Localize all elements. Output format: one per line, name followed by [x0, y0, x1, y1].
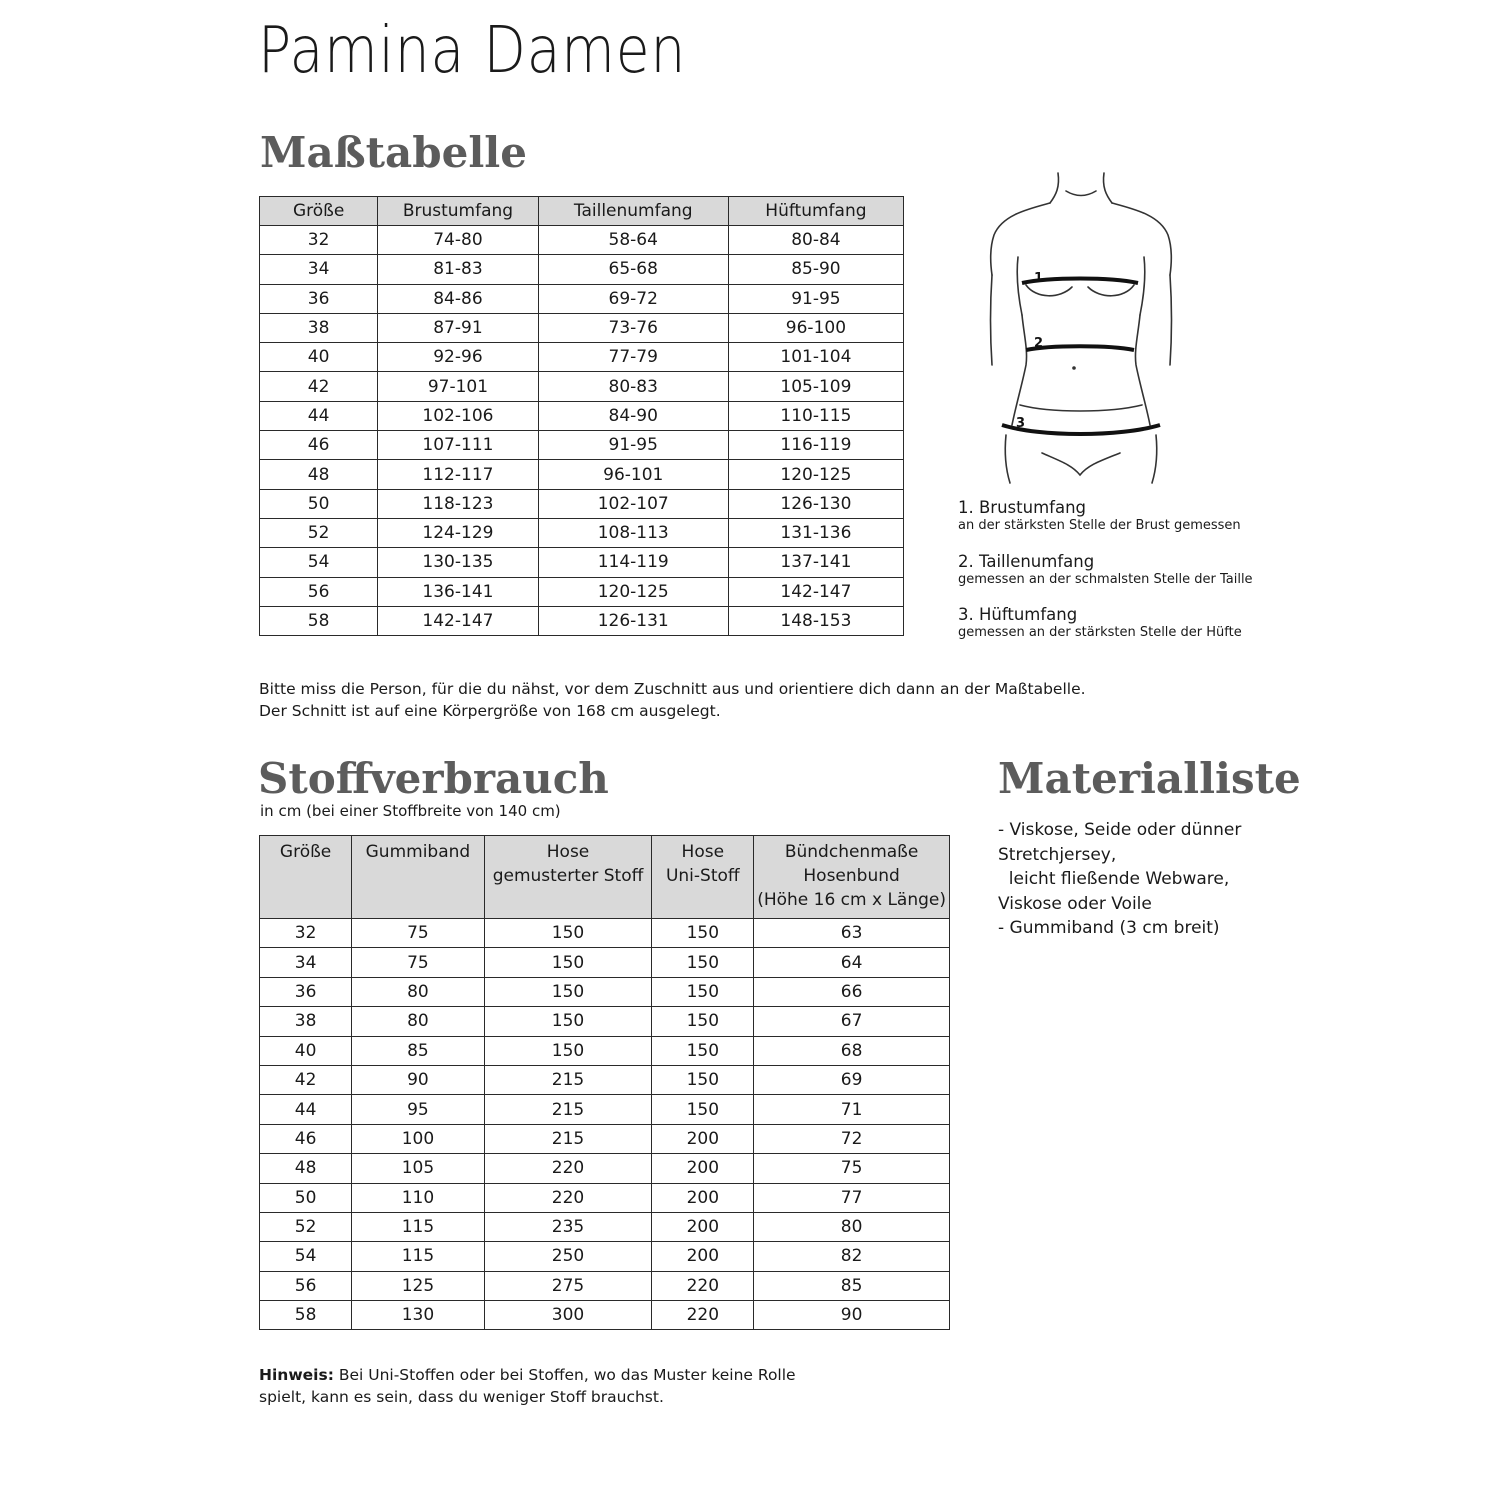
navel-dot [1072, 366, 1076, 370]
table-cell: 215 [484, 1065, 652, 1094]
table-row [260, 1154, 950, 1183]
page-title: Pamina Damen [258, 14, 687, 88]
table-cell: 235 [484, 1212, 652, 1241]
hint-text: Bei Uni-Stoffen oder bei Stoffen, wo das Muster keine Rolle [333, 1366, 796, 1384]
table-cell: 75 [352, 948, 484, 977]
table-cell: 150 [652, 1065, 754, 1094]
table-cell: 44 [260, 1095, 352, 1124]
table-cell: 72 [754, 1124, 950, 1153]
marker-2: 2 [1034, 336, 1044, 351]
table-row [260, 919, 950, 948]
materials-line: Stretchjersey, [998, 844, 1117, 865]
table-cell: 80 [352, 977, 484, 1006]
table-row [260, 284, 904, 313]
table-row [260, 1124, 950, 1153]
size-table-header-cell: Taillenumfang [538, 197, 728, 226]
table-row [260, 401, 904, 430]
header-line: Bündchenmaße [784, 842, 919, 862]
table-cell: 108-113 [538, 518, 728, 547]
note-line: Bitte miss die Person, für die du nähst, vor dem Zuschnitt aus und orientiere dich dann an der Maßtabelle. [259, 680, 1086, 698]
table-cell: 136-141 [378, 577, 538, 606]
table-cell: 38 [260, 1007, 352, 1036]
table-cell: 220 [484, 1154, 652, 1183]
note-line: Der Schnitt ist auf eine Körpergröße von 168 cm ausgelegt. [259, 702, 721, 720]
table-cell: 115 [352, 1242, 484, 1271]
table-cell: 126-131 [538, 606, 728, 635]
fabric-table-header-cell [652, 836, 754, 919]
hint-text-2: spielt, kann es sein, dass du weniger Stoff brauchst. [259, 1388, 664, 1406]
table-cell: 102-107 [538, 489, 728, 518]
table-row [260, 460, 904, 489]
table-cell: 150 [484, 977, 652, 1006]
table-row [260, 1301, 950, 1330]
table-cell: 107-111 [378, 431, 538, 460]
fabric-table [259, 835, 950, 1330]
table-cell: 56 [260, 577, 378, 606]
table-cell: 215 [484, 1095, 652, 1124]
legend-title: 3. Hüftumfang [958, 605, 1078, 624]
table-row [260, 1183, 950, 1212]
table-cell: 66 [754, 977, 950, 1006]
table-cell: 92-96 [378, 343, 538, 372]
table-cell: 38 [260, 313, 378, 342]
table-cell: 150 [484, 919, 652, 948]
table-cell: 85-90 [728, 255, 903, 284]
table-row [260, 977, 950, 1006]
table-row [260, 1095, 950, 1124]
table-row [260, 1212, 950, 1241]
table-row [260, 606, 904, 635]
table-cell: 150 [484, 1036, 652, 1065]
table-cell: 150 [652, 1095, 754, 1124]
table-cell: 40 [260, 343, 378, 372]
table-cell: 80-84 [728, 226, 903, 255]
table-cell: 116-119 [728, 431, 903, 460]
table-cell: 150 [652, 1036, 754, 1065]
table-cell: 42 [260, 372, 378, 401]
table-cell: 250 [484, 1242, 652, 1271]
table-cell: 32 [260, 919, 352, 948]
table-cell: 137-141 [728, 548, 903, 577]
table-cell: 50 [260, 1183, 352, 1212]
table-cell: 115 [352, 1212, 484, 1241]
header-line: (Höhe 16 cm x Länge) [757, 890, 946, 910]
legend-item-waist [958, 552, 1253, 588]
table-cell: 32 [260, 226, 378, 255]
body-measurement-figure [980, 165, 1180, 495]
table-cell: 42 [260, 1065, 352, 1094]
table-cell: 90 [754, 1301, 950, 1330]
table-cell: 85 [352, 1036, 484, 1065]
table-cell: 63 [754, 919, 950, 948]
table-cell: 64 [754, 948, 950, 977]
table-cell: 200 [652, 1242, 754, 1271]
table-cell: 80 [754, 1212, 950, 1241]
materials-line: Viskose oder Voile [998, 893, 1152, 914]
size-table-header-cell: Brustumfang [378, 197, 538, 226]
marker-3: 3 [1016, 416, 1026, 431]
table-cell: 96-100 [728, 313, 903, 342]
table-cell: 105-109 [728, 372, 903, 401]
fabric-table-header-cell [260, 836, 352, 919]
fabric-table-header-row [260, 836, 950, 919]
table-cell: 46 [260, 1124, 352, 1153]
table-cell: 200 [652, 1154, 754, 1183]
table-cell: 48 [260, 1154, 352, 1183]
table-cell: 56 [260, 1271, 352, 1300]
table-row [260, 372, 904, 401]
table-cell: 97-101 [378, 372, 538, 401]
table-cell: 126-130 [728, 489, 903, 518]
table-cell: 200 [652, 1212, 754, 1241]
table-cell: 52 [260, 1212, 352, 1241]
header-line: Größe [279, 842, 332, 862]
table-cell: 74-80 [378, 226, 538, 255]
table-row [260, 1242, 950, 1271]
table-cell: 91-95 [728, 284, 903, 313]
table-cell: 58 [260, 1301, 352, 1330]
table-cell: 34 [260, 255, 378, 284]
legend-item-bust [958, 498, 1241, 534]
size-table [259, 196, 904, 636]
table-cell: 131-136 [728, 518, 903, 547]
table-cell: 40 [260, 1036, 352, 1065]
header-line: Hose [681, 842, 725, 862]
table-cell: 130-135 [378, 548, 538, 577]
table-row [260, 548, 904, 577]
table-row [260, 343, 904, 372]
table-row [260, 431, 904, 460]
table-row [260, 1036, 950, 1065]
table-row [260, 313, 904, 342]
fabric-table-header-cell [484, 836, 652, 919]
table-cell: 81-83 [378, 255, 538, 284]
header-line: Uni-Stoff [665, 866, 740, 886]
legend-desc: an der stärksten Stelle der Brust gemessen [958, 518, 1241, 533]
table-row [260, 489, 904, 518]
table-cell: 200 [652, 1183, 754, 1212]
table-cell: 67 [754, 1007, 950, 1036]
fabric-table-header-cell [352, 836, 484, 919]
table-cell: 142-147 [728, 577, 903, 606]
hip-band [1002, 425, 1160, 434]
legend-item-hip [958, 605, 1242, 641]
fabric-hint [259, 1364, 796, 1408]
table-cell: 101-104 [728, 343, 903, 372]
table-cell: 102-106 [378, 401, 538, 430]
table-cell: 200 [652, 1124, 754, 1153]
table-cell: 105 [352, 1154, 484, 1183]
table-cell: 120-125 [728, 460, 903, 489]
materials-heading: Materialliste [998, 754, 1301, 803]
table-cell: 69-72 [538, 284, 728, 313]
table-cell: 44 [260, 401, 378, 430]
table-cell: 110-115 [728, 401, 903, 430]
table-cell: 150 [652, 977, 754, 1006]
table-cell: 125 [352, 1271, 484, 1300]
table-cell: 54 [260, 548, 378, 577]
table-row [260, 518, 904, 547]
materials-line: - Viskose, Seide oder dünner [998, 820, 1242, 840]
table-cell: 150 [652, 919, 754, 948]
header-line: gemusterter Stoff [492, 866, 644, 886]
table-cell: 80-83 [538, 372, 728, 401]
table-cell: 275 [484, 1271, 652, 1300]
table-cell: 300 [484, 1301, 652, 1330]
table-cell: 36 [260, 284, 378, 313]
table-cell: 80 [352, 1007, 484, 1036]
table-cell: 68 [754, 1036, 950, 1065]
legend-title: 2. Taillenumfang [958, 552, 1095, 571]
fabric-heading: Stoffverbrauch [258, 754, 609, 803]
table-row [260, 1007, 950, 1036]
fabric-table-header-cell [754, 836, 950, 919]
table-cell: 69 [754, 1065, 950, 1094]
table-cell: 50 [260, 489, 378, 518]
table-cell: 58-64 [538, 226, 728, 255]
table-cell: 220 [484, 1183, 652, 1212]
table-cell: 118-123 [378, 489, 538, 518]
table-cell: 46 [260, 431, 378, 460]
table-cell: 124-129 [378, 518, 538, 547]
legend-desc: gemessen an der stärksten Stelle der Hüfte [958, 625, 1242, 640]
fabric-subheading: in cm (bei einer Stoffbreite von 140 cm) [260, 802, 561, 820]
table-cell: 220 [652, 1271, 754, 1300]
table-cell: 73-76 [538, 313, 728, 342]
hint-label: Hinweis: [259, 1366, 334, 1384]
table-cell: 120-125 [538, 577, 728, 606]
table-cell: 85 [754, 1271, 950, 1300]
table-cell: 90 [352, 1065, 484, 1094]
table-cell: 91-95 [538, 431, 728, 460]
table-cell: 110 [352, 1183, 484, 1212]
table-cell: 87-91 [378, 313, 538, 342]
legend-title: 1. Brustumfang [958, 498, 1086, 517]
table-cell: 82 [754, 1242, 950, 1271]
table-cell: 112-117 [378, 460, 538, 489]
table-cell: 114-119 [538, 548, 728, 577]
size-table-note [259, 678, 1086, 722]
table-cell: 58 [260, 606, 378, 635]
table-cell: 215 [484, 1124, 652, 1153]
header-line: Hosenbund [803, 866, 900, 886]
size-table-header-row [260, 197, 904, 226]
table-cell: 75 [754, 1154, 950, 1183]
table-cell: 150 [484, 1007, 652, 1036]
table-cell: 84-90 [538, 401, 728, 430]
table-cell: 150 [484, 948, 652, 977]
table-row [260, 1065, 950, 1094]
table-cell: 77-79 [538, 343, 728, 372]
size-table-heading: Maßtabelle [260, 128, 527, 177]
table-cell: 52 [260, 518, 378, 547]
table-row [260, 577, 904, 606]
materials-line: - Gummiband (3 cm breit) [998, 918, 1220, 938]
materials-line: leicht fließende Webware, [998, 869, 1230, 889]
table-cell: 84-86 [378, 284, 538, 313]
table-cell: 65-68 [538, 255, 728, 284]
legend-desc: gemessen an der schmalsten Stelle der Taille [958, 572, 1253, 587]
size-table-header-cell: Hüftumfang [728, 197, 903, 226]
marker-1: 1 [1034, 271, 1044, 286]
table-row [260, 948, 950, 977]
table-cell: 96-101 [538, 460, 728, 489]
header-line: Gummiband [365, 842, 471, 862]
table-cell: 148-153 [728, 606, 903, 635]
table-cell: 48 [260, 460, 378, 489]
table-cell: 77 [754, 1183, 950, 1212]
table-cell: 36 [260, 977, 352, 1006]
size-table-header-cell: Größe [260, 197, 378, 226]
table-row [260, 226, 904, 255]
table-cell: 142-147 [378, 606, 538, 635]
table-cell: 71 [754, 1095, 950, 1124]
table-cell: 54 [260, 1242, 352, 1271]
table-cell: 100 [352, 1124, 484, 1153]
header-line: Hose [546, 842, 590, 862]
table-cell: 220 [652, 1301, 754, 1330]
table-cell: 34 [260, 948, 352, 977]
table-cell: 130 [352, 1301, 484, 1330]
table-cell: 75 [352, 919, 484, 948]
materials-list [998, 818, 1241, 941]
table-row [260, 255, 904, 284]
table-cell: 150 [652, 948, 754, 977]
table-row [260, 1271, 950, 1300]
table-cell: 150 [652, 1007, 754, 1036]
table-cell: 95 [352, 1095, 484, 1124]
